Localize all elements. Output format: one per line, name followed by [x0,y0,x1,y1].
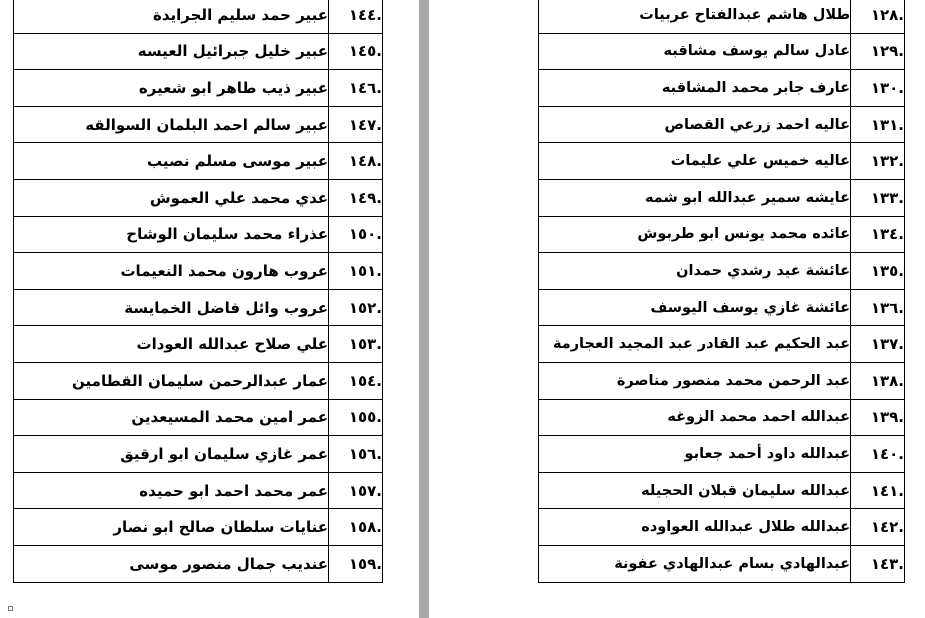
row-number: .١٤٧ [329,106,383,143]
table-row [539,436,905,473]
row-number: .١٥٢ [329,289,383,326]
table-row [539,326,905,363]
table-row [539,216,905,253]
row-number: .١٣٤ [851,216,905,253]
row-number: .١٤٦ [329,70,383,107]
person-name: عبدالله طلال عبدالله العواوده [539,509,851,546]
names-table-right [538,0,905,583]
person-name: عبدالله داود أحمد جعابو [539,436,851,473]
person-name: عمر محمد احمد ابو حميده [14,472,329,509]
table-row [14,33,383,70]
row-number: .١٥١ [329,253,383,290]
row-number: .١٥٧ [329,472,383,509]
row-number: .١٤٠ [851,436,905,473]
row-number: .١٢٩ [851,33,905,70]
table-row [539,70,905,107]
table-row [14,509,383,546]
table-row [539,472,905,509]
row-number: .١٣٠ [851,70,905,107]
row-number: .١٤١ [851,472,905,509]
table-row [14,143,383,180]
person-name: عارف جابر محمد المشاقبه [539,70,851,107]
table-row [14,545,383,582]
row-number: .١٤٨ [329,143,383,180]
person-name: عدي محمد علي العموش [14,179,329,216]
table-row [14,253,383,290]
row-number: .١٣٢ [851,143,905,180]
table-row [14,179,383,216]
row-number: .١٣٨ [851,362,905,399]
page-gutter [419,0,429,618]
person-name: عمر غازي سليمان ابو ارقيق [14,436,329,473]
person-name: عاليه خميس علي عليمات [539,143,851,180]
table-row [539,0,905,33]
table-row [539,545,905,582]
table-row [539,509,905,546]
person-name: عنايات سلطان صالح ابو نصار [14,509,329,546]
person-name: عبير موسى مسلم نصيب [14,143,329,180]
row-number: .١٣٧ [851,326,905,363]
person-name: عبير حمد سليم الجرايدة [14,0,329,33]
table-row [14,106,383,143]
row-number: .١٥٨ [329,509,383,546]
row-number: .١٣١ [851,106,905,143]
person-name: علي صلاح عبدالله العودات [14,326,329,363]
person-name: عنديب جمال منصور موسى [14,545,329,582]
table-row [539,289,905,326]
person-name: عمر امين محمد المسيعدين [14,399,329,436]
person-name: عائشة عيد رشدي حمدان [539,253,851,290]
row-number: .١٥٣ [329,326,383,363]
table-row [539,362,905,399]
table-row [539,143,905,180]
person-name: عبد الرحمن محمد منصور مناصرة [539,362,851,399]
person-name: عبد الحكيم عبد القادر عبد المجيد العجارمة [539,326,851,363]
table-row [14,399,383,436]
row-number: .١٥٩ [329,545,383,582]
row-number: .١٣٥ [851,253,905,290]
row-number: .١٤٥ [329,33,383,70]
row-number: .١٤٢ [851,509,905,546]
person-name: عائشة غازي يوسف اليوسف [539,289,851,326]
person-name: عبدالله احمد محمد الزوغه [539,399,851,436]
person-name: عائده محمد يونس ابو طربوش [539,216,851,253]
row-number: .١٣٦ [851,289,905,326]
table-row [14,362,383,399]
person-name: عادل سالم يوسف مشاقبه [539,33,851,70]
table-row [14,0,383,33]
names-table-left [13,0,383,583]
document-page-right [429,0,925,618]
person-name: عبير خليل جبرائيل العيسه [14,33,329,70]
document-page-left [0,0,419,618]
person-name: طلال هاشم عبدالفتاح عربيات [539,0,851,33]
table-row [539,399,905,436]
row-number: .١٤٣ [851,545,905,582]
table-row [14,326,383,363]
row-number: .١٥٦ [329,436,383,473]
person-name: عبدالله سليمان قبلان الحجيله [539,472,851,509]
table-row [539,33,905,70]
table-row [14,216,383,253]
table-row [539,253,905,290]
table-row [14,289,383,326]
person-name: عاليه احمد زرعي القصاص [539,106,851,143]
person-name: عايشه سمير عبدالله ابو شمه [539,179,851,216]
person-name: عبير سالم احمد البلمان السوالقه [14,106,329,143]
person-name: عمار عبدالرحمن سليمان القطامين [14,362,329,399]
table-row [14,472,383,509]
table-row [14,436,383,473]
row-number: .١٥٠ [329,216,383,253]
table-row [539,106,905,143]
paragraph-mark [8,606,13,611]
row-number: .١٤٩ [329,179,383,216]
person-name: عروب وائل فاضل الخمايسة [14,289,329,326]
row-number: .١٣٩ [851,399,905,436]
row-number: .١٢٨ [851,0,905,33]
person-name: عروب هارون محمد النعيمات [14,253,329,290]
person-name: عذراء محمد سليمان الوشاح [14,216,329,253]
row-number: .١٤٤ [329,0,383,33]
table-row [539,179,905,216]
person-name: عبدالهادي بسام عبدالهادي عفونة [539,545,851,582]
row-number: .١٥٥ [329,399,383,436]
row-number: .١٥٤ [329,362,383,399]
person-name: عبير ذيب طاهر ابو شعيره [14,70,329,107]
table-row [14,70,383,107]
row-number: .١٣٣ [851,179,905,216]
